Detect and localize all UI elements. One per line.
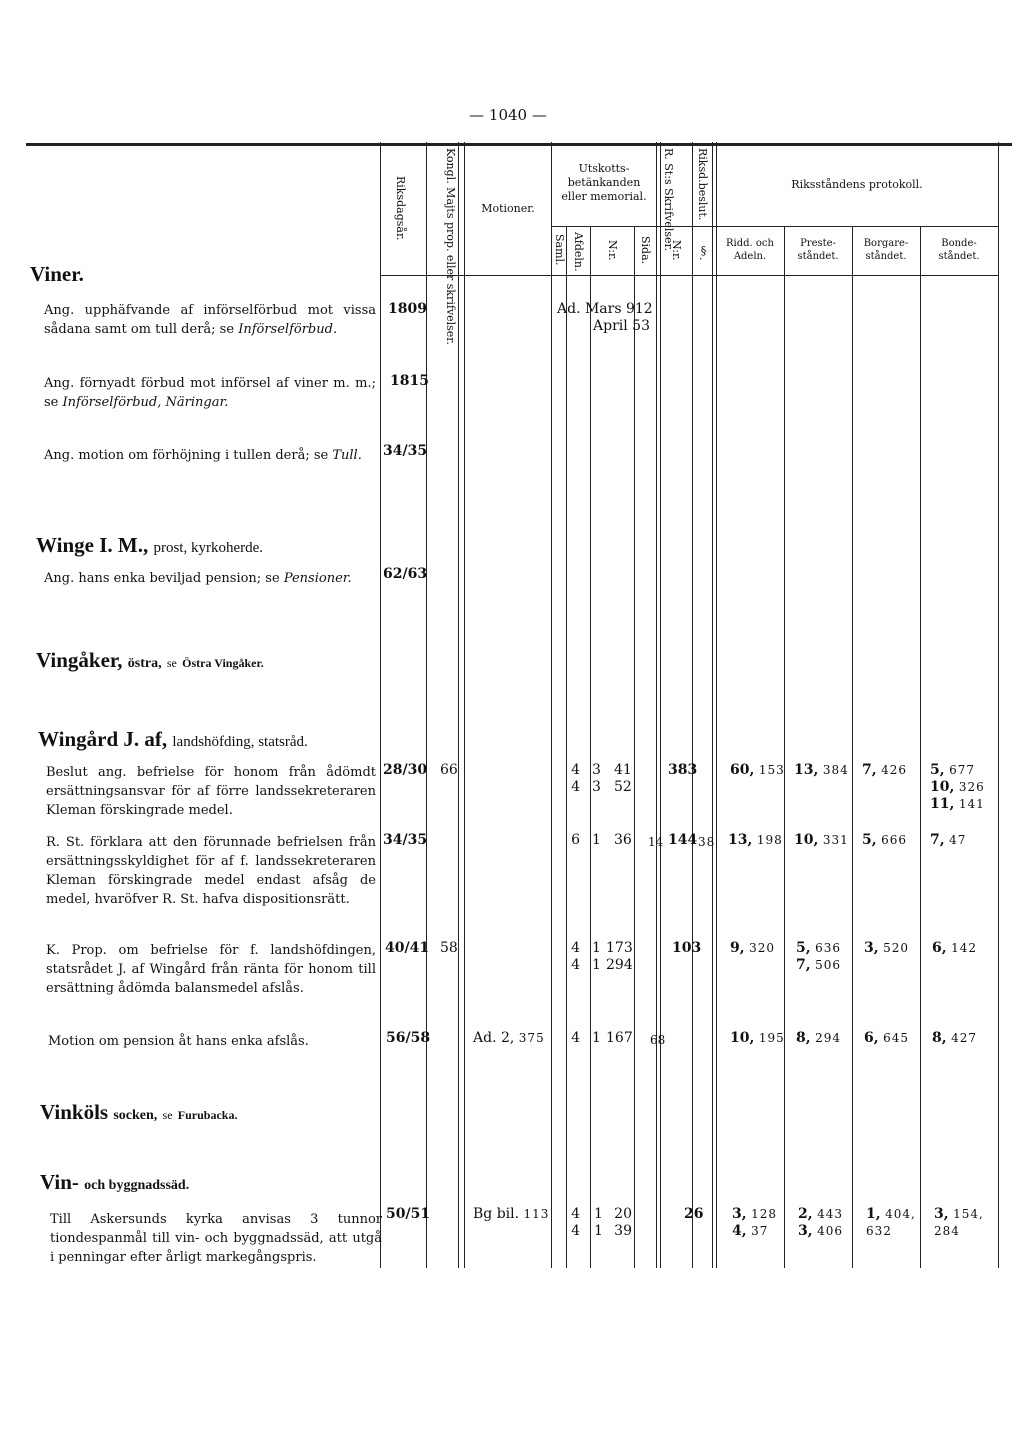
borg: 632 — [866, 1224, 892, 1238]
prest: 10, 331 — [794, 832, 849, 848]
prest: 5, 636 — [796, 940, 841, 956]
header-protokoll: Riksståndens protokoll. — [791, 178, 923, 191]
borg: 6, 645 — [864, 1030, 909, 1046]
prop: 66 — [440, 762, 458, 778]
entry-wingard-3: K. Prop. om befrielse för f. landshöfdingen, statsrådet J. af Wingård från ränta för honom till ersättning ådömda balansmedel afslås. — [46, 943, 376, 996]
header-afdeln: Afdeln. — [572, 232, 585, 272]
header-nr: N:r. — [606, 240, 619, 261]
col-line — [784, 226, 785, 1268]
header-riksdagsar: Riksdagsår. — [394, 176, 407, 241]
bond: 10, 326 — [930, 779, 985, 795]
col-line — [590, 226, 591, 1268]
header-para: §. — [697, 244, 710, 261]
section-title-vinkols: Vinköls socken, se Furubacka. — [40, 1100, 238, 1124]
col-line — [458, 142, 459, 1268]
motion: Ad. 2, 375 — [473, 1030, 545, 1046]
utskott-ref: April 53 — [593, 318, 650, 334]
utskott-ref: Ad. Mars 912 — [557, 301, 653, 317]
entry-viner-2: Ang. förnyadt förbud mot införsel af viner m. m.; se Införselförbud, Näringar. — [44, 376, 376, 410]
ridd: 9, 320 — [730, 940, 775, 956]
prest: 13, 384 — [794, 762, 849, 778]
year: 40/41 — [385, 940, 430, 956]
saml: 4 — [571, 957, 580, 973]
entry-vin-1: Till Askersunds kyrka anvisas 3 tunnor tiondespanmål till vin- och byggnadssäd, att utgå i penningar efter årligt markegångspris. — [50, 1212, 382, 1265]
header-saml: Saml. — [553, 234, 566, 266]
col-line — [692, 142, 693, 1268]
rst-nr: 103 — [672, 940, 702, 956]
nr: 41 — [614, 762, 632, 778]
year: 62/63 — [383, 566, 428, 582]
saml: 4 — [571, 940, 580, 956]
year: 34/35 — [383, 832, 428, 848]
section-title-viner: Viner. — [30, 262, 84, 286]
motion: Bg bil. 113 — [473, 1206, 550, 1222]
col-line — [656, 142, 657, 1268]
saml: 6 — [571, 832, 580, 848]
col-line — [852, 226, 853, 1268]
section-title-vingaker: Vingåker, östra, se Östra Vingåker. — [36, 648, 264, 672]
nr: 20 — [614, 1206, 632, 1222]
sida: 68 — [650, 1033, 666, 1047]
header-ridd: Ridd. och Adeln. — [726, 238, 774, 262]
col-line — [380, 142, 381, 1268]
prest: 8, 294 — [796, 1030, 841, 1046]
afd: 3 — [592, 779, 601, 795]
afd: 3 — [592, 762, 601, 778]
nr: 39 — [614, 1223, 632, 1239]
para: 38 — [698, 835, 716, 849]
section-title-vin: Vin- och byggnadssäd. — [40, 1170, 190, 1194]
rst-nr: 383 — [668, 762, 698, 778]
saml: 4 — [571, 1206, 580, 1222]
year: 56/58 — [386, 1030, 431, 1046]
prest: 7, 506 — [796, 957, 841, 973]
saml: 4 — [571, 779, 580, 795]
header-sida: Sida. — [639, 236, 652, 265]
borg: 1, 404, — [866, 1206, 916, 1222]
bond: 8, 427 — [932, 1030, 977, 1046]
header-bond: Bonde- ståndet. — [938, 238, 980, 262]
entry-wingard-2: R. St. förklara att den förunnade befrielsen från ersättningsskyldighet för af f. landssekreteraren Kleman förskingrade medel endast afsåg de medel, hvaröfver R. St. hafva dispositionsrätt. — [46, 835, 376, 907]
ridd: 13, 198 — [728, 832, 783, 848]
afd: 1 — [592, 1030, 601, 1046]
bond: 11, 141 — [930, 796, 985, 812]
ridd: 60, 153 — [730, 762, 785, 778]
col-line — [551, 142, 552, 1268]
col-line — [716, 142, 717, 1268]
section-title-wingard: Wingård J. af, landshöfding, statsråd. — [38, 727, 308, 751]
year: 1815 — [390, 373, 429, 389]
nr: 36 — [614, 832, 632, 848]
header-rst-nr: N:r. — [670, 240, 683, 261]
header-rst-skrifvelser: R. St:s Skrifvelser. — [662, 148, 675, 252]
ridd: 4, 37 — [732, 1223, 769, 1239]
section-title-winge: Winge I. M., prost, kyrkoherde. — [36, 533, 264, 557]
year: 28/30 — [383, 762, 428, 778]
afd: 1 — [594, 1206, 603, 1222]
ridd: 3, 128 — [732, 1206, 777, 1222]
entry-wingard-4: Motion om pension åt hans enka afslås. — [48, 1034, 309, 1049]
sida: 14 — [648, 835, 664, 849]
col-line — [998, 142, 999, 1268]
year: 50/51 — [386, 1206, 431, 1222]
bond: 7, 47 — [930, 832, 967, 848]
bond: 284 — [934, 1224, 960, 1238]
col-line — [920, 226, 921, 1268]
prest: 2, 443 — [798, 1206, 843, 1222]
entry-wingard-1: Beslut ang. befrielse för honom från ådömdt ersättningsansvar för af förre landssekreteraren Kleman förskingrade medel. — [46, 765, 376, 818]
entry-winge-1: Ang. hans enka beviljad pension; se Pensioner. — [44, 571, 352, 586]
saml: 4 — [571, 1030, 580, 1046]
saml: 4 — [571, 762, 580, 778]
afd: 1 — [592, 940, 601, 956]
prop: 58 — [440, 940, 458, 956]
header-bottom-rule — [380, 275, 998, 276]
rst-nr: 26 — [684, 1206, 704, 1222]
year: 1809 — [388, 301, 427, 317]
bond: 5, 677 — [930, 762, 975, 778]
col-line — [660, 142, 661, 1268]
col-line — [634, 226, 635, 1268]
header-motioner: Motioner. — [481, 202, 535, 215]
afd: 1 — [592, 832, 601, 848]
entry-viner-1: Ang. upphäfvande af införselförbud mot vissa sådana samt om tull derå; se Införselförbud. — [44, 303, 376, 337]
col-line — [566, 226, 567, 1268]
nr: 52 — [614, 779, 632, 795]
entry-viner-3: Ang. motion om förhöjning i tullen derå; se Tull. — [44, 448, 362, 463]
borg: 3, 520 — [864, 940, 909, 956]
afd: 1 — [594, 1223, 603, 1239]
col-line — [464, 142, 465, 1268]
saml: 4 — [571, 1223, 580, 1239]
year: 34/35 — [383, 443, 428, 459]
subheader-rule — [551, 226, 998, 227]
nr: 167 — [606, 1030, 633, 1046]
header-borg: Borgare- ståndet. — [863, 238, 909, 262]
header-kongl-prop: Kongl. Majts prop. eller skrifvelser. — [444, 148, 457, 345]
header-prest: Preste- ståndet. — [797, 238, 839, 262]
prest: 3, 406 — [798, 1223, 843, 1239]
bond: 6, 142 — [932, 940, 977, 956]
top-rule — [26, 143, 1012, 146]
ridd: 10, 195 — [730, 1030, 785, 1046]
borg: 7, 426 — [862, 762, 907, 778]
nr: 173 — [606, 940, 633, 956]
page-number: — 1040 — — [469, 106, 547, 124]
borg: 5, 666 — [862, 832, 907, 848]
afd: 1 — [592, 957, 601, 973]
rst-nr: 144 — [668, 832, 698, 848]
header-utskotts: Utskotts- betänkanden eller memorial. — [561, 162, 647, 203]
header-riksd-beslut: Riksd.beslut. — [696, 148, 709, 221]
bond: 3, 154, — [934, 1206, 984, 1222]
nr: 294 — [606, 957, 633, 973]
col-line — [712, 142, 713, 1268]
